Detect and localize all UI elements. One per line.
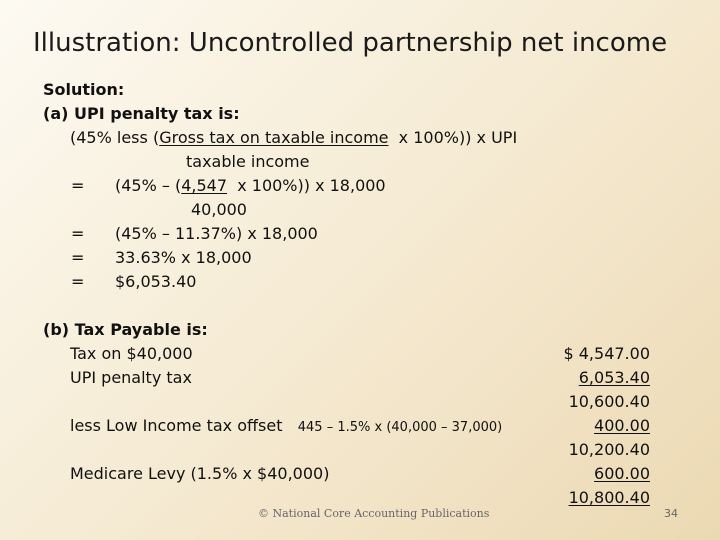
calc-line-2: (45% – 11.37%) x 18,000 [115,224,318,243]
slide-title: Illustration: Uncontrolled partnership net income [33,28,668,58]
calc-line-1-a: (45% – ( [115,176,182,195]
calc-line-1-b: x 100%)) x 18,000 [237,176,386,195]
calc-line-4: $6,053.40 [115,272,197,291]
row-amount: 6,053.40 [578,368,650,387]
page-number: 34 [664,507,678,520]
formula-line [70,126,517,150]
row-label: UPI penalty tax [70,368,192,387]
subtotal-amount: 10,200.40 [568,440,650,459]
formula-prefix: (45% less ( [70,128,160,147]
subtotal-amount: 10,600.40 [568,392,650,411]
calc-line-3: 33.63% x 18,000 [115,248,252,267]
total-amount: 10,800.40 [568,488,650,507]
formula-suffix: x 100%)) x UPI [398,128,518,147]
row-amount: $ 4,547.00 [563,344,650,363]
row-amount: 400.00 [594,416,650,435]
equals-sign: = [71,224,85,243]
calc-line-1-numerator: 4,547 [181,176,228,195]
equals-sign: = [71,176,85,195]
part-a-heading: (a) UPI penalty tax is: [43,104,240,123]
offset-line [70,414,502,440]
row-amount: 600.00 [594,464,650,483]
row-label: less Low Income tax offset [70,416,283,435]
row-label: Medicare Levy (1.5% x $40,000) [70,464,330,483]
formula-numerator: Gross tax on taxable income [159,128,389,147]
calc-line-1 [115,174,386,198]
copyright-footer: © National Core Accounting Publications [258,507,490,520]
solution-label: Solution: [43,80,125,99]
equals-sign: = [71,272,85,291]
offset-note: 445 – 1.5% x (40,000 – 37,000) [297,420,503,435]
calc-line-1-denominator: 40,000 [191,200,247,219]
equals-sign: = [71,248,85,267]
row-label: Tax on $40,000 [70,344,193,363]
part-b-heading: (b) Tax Payable is: [43,320,208,339]
formula-denominator: taxable income [186,152,310,171]
